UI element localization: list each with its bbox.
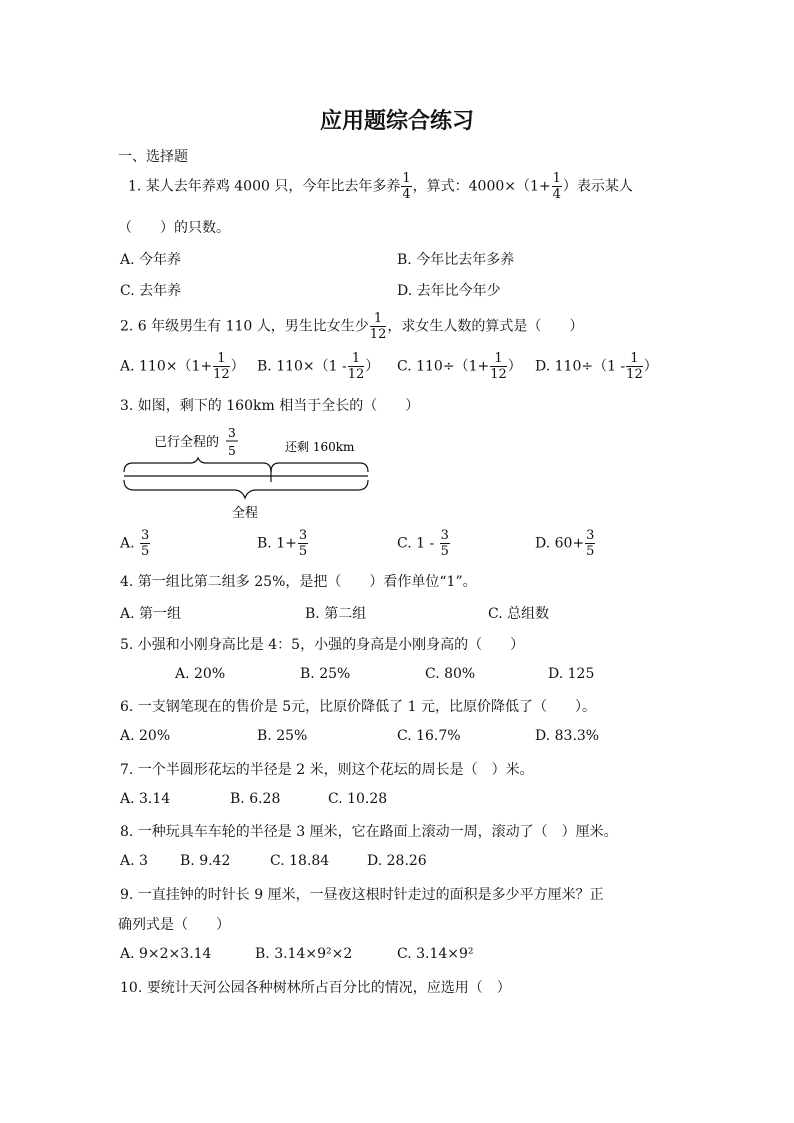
total-label: 全程 [231,506,259,521]
q1-fraction-2: $\frac{1}{4}$ [552,171,561,202]
q6-option-c: C. 16.7% [397,728,461,744]
distance-diagram [110,418,390,524]
q9-option-a: A. 9×2×3.14 [120,946,212,962]
q2-option-a: A. 110×（1+ $\frac{1}{12}$ ） [120,351,245,382]
question-2: 2. 6 年级男生有 110 人，男生比女生少 $\frac{1}{12}$ ，求女生人数的算式是（ ） [120,311,584,342]
q1-text-b: ，算式：4000×（1+ [412,178,551,195]
q7-option-b: B. 6.28 [230,791,281,807]
q9-option-b: B. 3.14×9²×2 [255,946,353,962]
question-5: 5. 小强和小刚身高比是 4：5，小强的身高是小刚身高的（ ） [120,637,525,653]
q9-option-c: C. 3.14×9² [397,946,474,962]
remaining-brace [271,463,368,472]
total-brace [124,480,368,498]
traveled-fraction-numerator: 3 [228,426,236,440]
q4-option-b: B. 第二组 [305,606,367,622]
q8-option-d: D. 28.26 [367,853,427,869]
traveled-fraction-denominator: 5 [228,444,236,458]
q4-option-a: A. 第一组 [120,606,182,622]
traveled-label: 已行全程的 [154,435,220,450]
q1-text-c: ）表示某人 [562,178,633,195]
q3-option-d: D. 60+ $\frac{3}{5}$ [535,528,595,559]
question-4: 4. 第一组比第二组多 25%，是把（ ）看作单位“1”。 [120,574,477,590]
q1-fraction-1: $\frac{1}{4}$ [402,171,411,202]
question-3: 3. 如图，剩下的 160km 相当于全长的（ ） [120,398,420,414]
q8-option-a: A. 3 [120,853,148,869]
q4-option-c: C. 总组数 [488,606,550,622]
page-title: 应用题综合练习 [319,109,474,134]
question-7: 7. 一个半圆形花坛的半径是 2 米，则这个花坛的周长是（ ）米。 [120,762,534,778]
q5-option-d: D. 125 [548,666,595,682]
q1-option-a: A. 今年养 [120,252,182,268]
question-9: 9. 一直挂钟的时针长 9 厘米，一昼夜这根时针走过的面积是多少平方厘米？正 [120,887,604,903]
q9-line-2: 确列式是（ ） [118,917,230,933]
section-heading: 一、选择题 [118,149,188,165]
q8-option-c: C. 18.84 [270,853,330,869]
traveled-brace [124,458,271,472]
q2-fraction: $\frac{1}{12}$ [369,311,387,342]
remaining-label: 还剩 160km [285,440,355,454]
q1-line-2: （ ）的只数。 [118,220,230,236]
q1-option-b: B. 今年比去年多养 [397,252,515,268]
q1-option-d: D. 去年比今年少 [397,283,501,299]
question-10: 10. 要统计天河公园各种树林所占百分比的情况，应选用（ ） [120,980,511,996]
q3-option-c: C. 1 - $\frac{3}{5}$ [397,528,449,559]
q7-option-c: C. 10.28 [328,791,388,807]
q5-option-b: B. 25% [300,666,351,682]
q5-option-c: C. 80% [425,666,476,682]
q1-text-a: 1. 某人去年养鸡 4000 只，今年比去年多养 [128,178,401,195]
q1-option-c: C. 去年养 [120,283,182,299]
q2-option-b: B. 110×（1 - $\frac{1}{12}$ ） [257,351,380,382]
question-1 [128,172,633,201]
q6-option-a: A. 20% [120,728,171,744]
question-8: 8. 一种玩具车车轮的半径是 3 厘米，它在路面上滚动一周，滚动了（ ）厘米。 [120,824,618,840]
question-6: 6. 一支钢笔现在的售价是 5元，比原价降低了 1 元，比原价降低了（ ）。 [120,699,596,715]
q2-option-c: C. 110÷（1+ $\frac{1}{12}$ ） [397,351,522,382]
q6-option-b: B. 25% [257,728,308,744]
q6-option-d: D. 83.3% [535,728,600,744]
q2-option-d: D. 110÷（1 - $\frac{1}{12}$ ） [535,351,658,382]
q3-option-b: B. 1+ $\frac{3}{5}$ [257,528,308,559]
q8-option-b: B. 9.42 [180,853,231,869]
q5-option-a: A. 20% [175,666,226,682]
q3-option-a: A. $\frac{3}{5}$ [120,528,150,559]
q7-option-a: A. 3.14 [120,791,171,807]
